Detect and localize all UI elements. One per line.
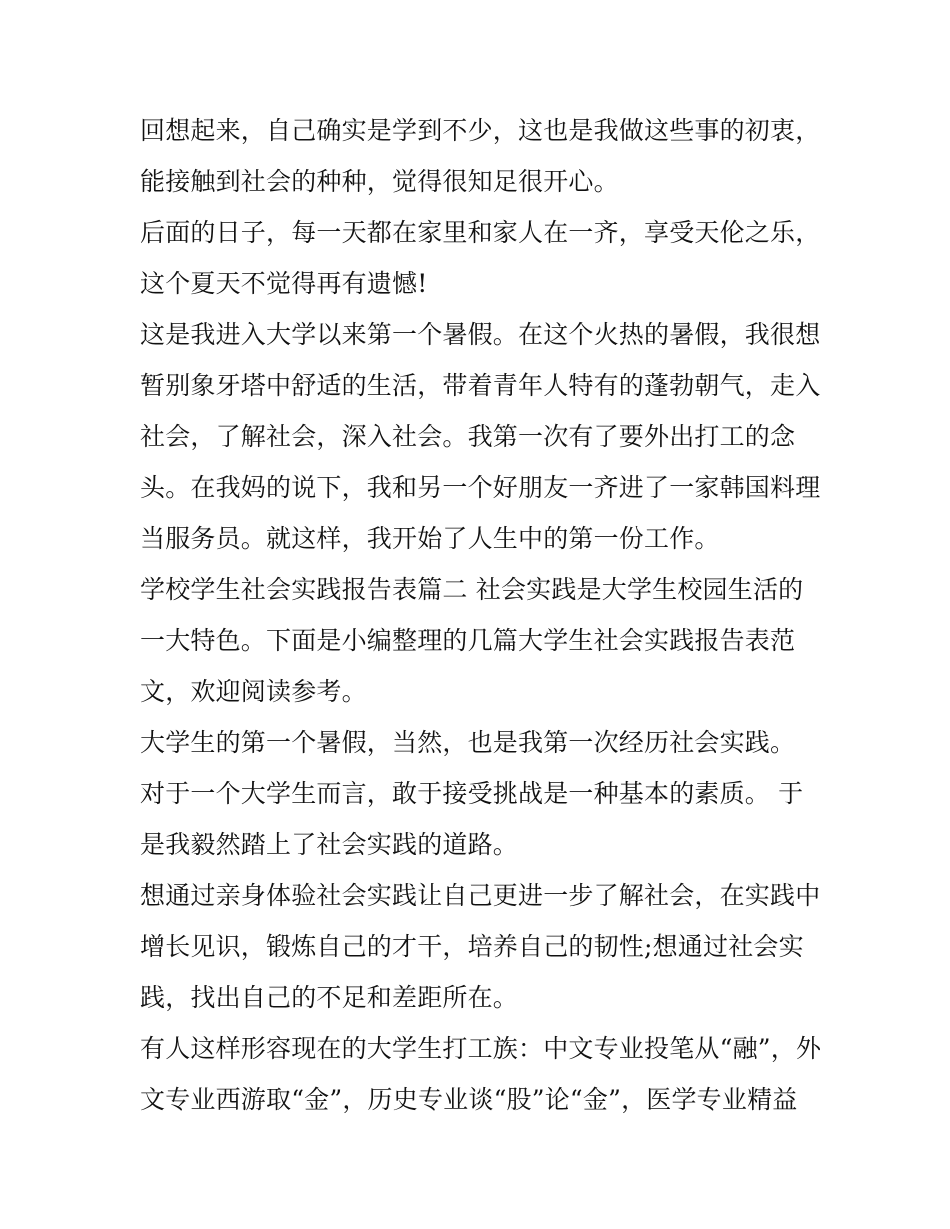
text-line-16: 想通过亲身体验社会实践让自己更进一步了解社会，在实践中 [140, 881, 821, 910]
text-line-11: 一大特色。下面是小编整理的几篇大学生社会实践报告表范 [140, 626, 796, 655]
document-body [140, 105, 820, 1125]
text-line-19: 有人这样形容现在的大学生打工族：中文专业投笔从“融”，外 [140, 1034, 822, 1063]
text-line-13: 大学生的第一个暑假，当然，也是我第一次经历社会实践。 [140, 728, 796, 757]
text-line-9: 当服务员。就这样，我开始了人生中的第一份工作。 [140, 524, 720, 553]
text-line-17: 增长见识，锻炼自己的才干，培养自己的韧性;想通过社会实 [140, 932, 804, 961]
text-line-7: 社会，了解社会，深入社会。我第一次有了要外出打工的念 [140, 422, 796, 451]
text-line-12: 文，欢迎阅读参考。 [140, 677, 367, 706]
text-line-3: 后面的日子，每一天都在家里和家人在一齐，享受天伦之乐， [140, 218, 821, 247]
text-line-8: 头。在我妈的说下，我和另一个好朋友一齐进了一家韩国料理 [140, 473, 821, 502]
text-line-10: 学校学生社会实践报告表篇二 社会实践是大学生校园生活的 [140, 575, 804, 604]
text-line-5: 这是我进入大学以来第一个暑假。在这个火热的暑假，我很想 [140, 320, 821, 349]
text-line-6: 暂别象牙塔中舒适的生活，带着青年人特有的蓬勃朝气，走入 [140, 371, 821, 400]
text-line-15: 是我毅然踏上了社会实践的道路。 [140, 830, 519, 859]
text-line-4: 这个夏天不觉得再有遗憾! [140, 269, 428, 298]
text-line-20: 文专业西游取“金”，历史专业谈“股”论“金”，医学专业精益 [140, 1085, 798, 1114]
text-line-2: 能接触到社会的种种，觉得很知足很开心。 [140, 167, 619, 196]
text-line-1: 回想起来，自己确实是学到不少，这也是我做这些事的初衷， [140, 116, 821, 145]
text-line-14: 对于一个大学生而言，敢于接受挑战是一种基本的素质。 于 [140, 779, 804, 808]
text-line-18: 践，找出自己的不足和差距所在。 [140, 983, 519, 1012]
